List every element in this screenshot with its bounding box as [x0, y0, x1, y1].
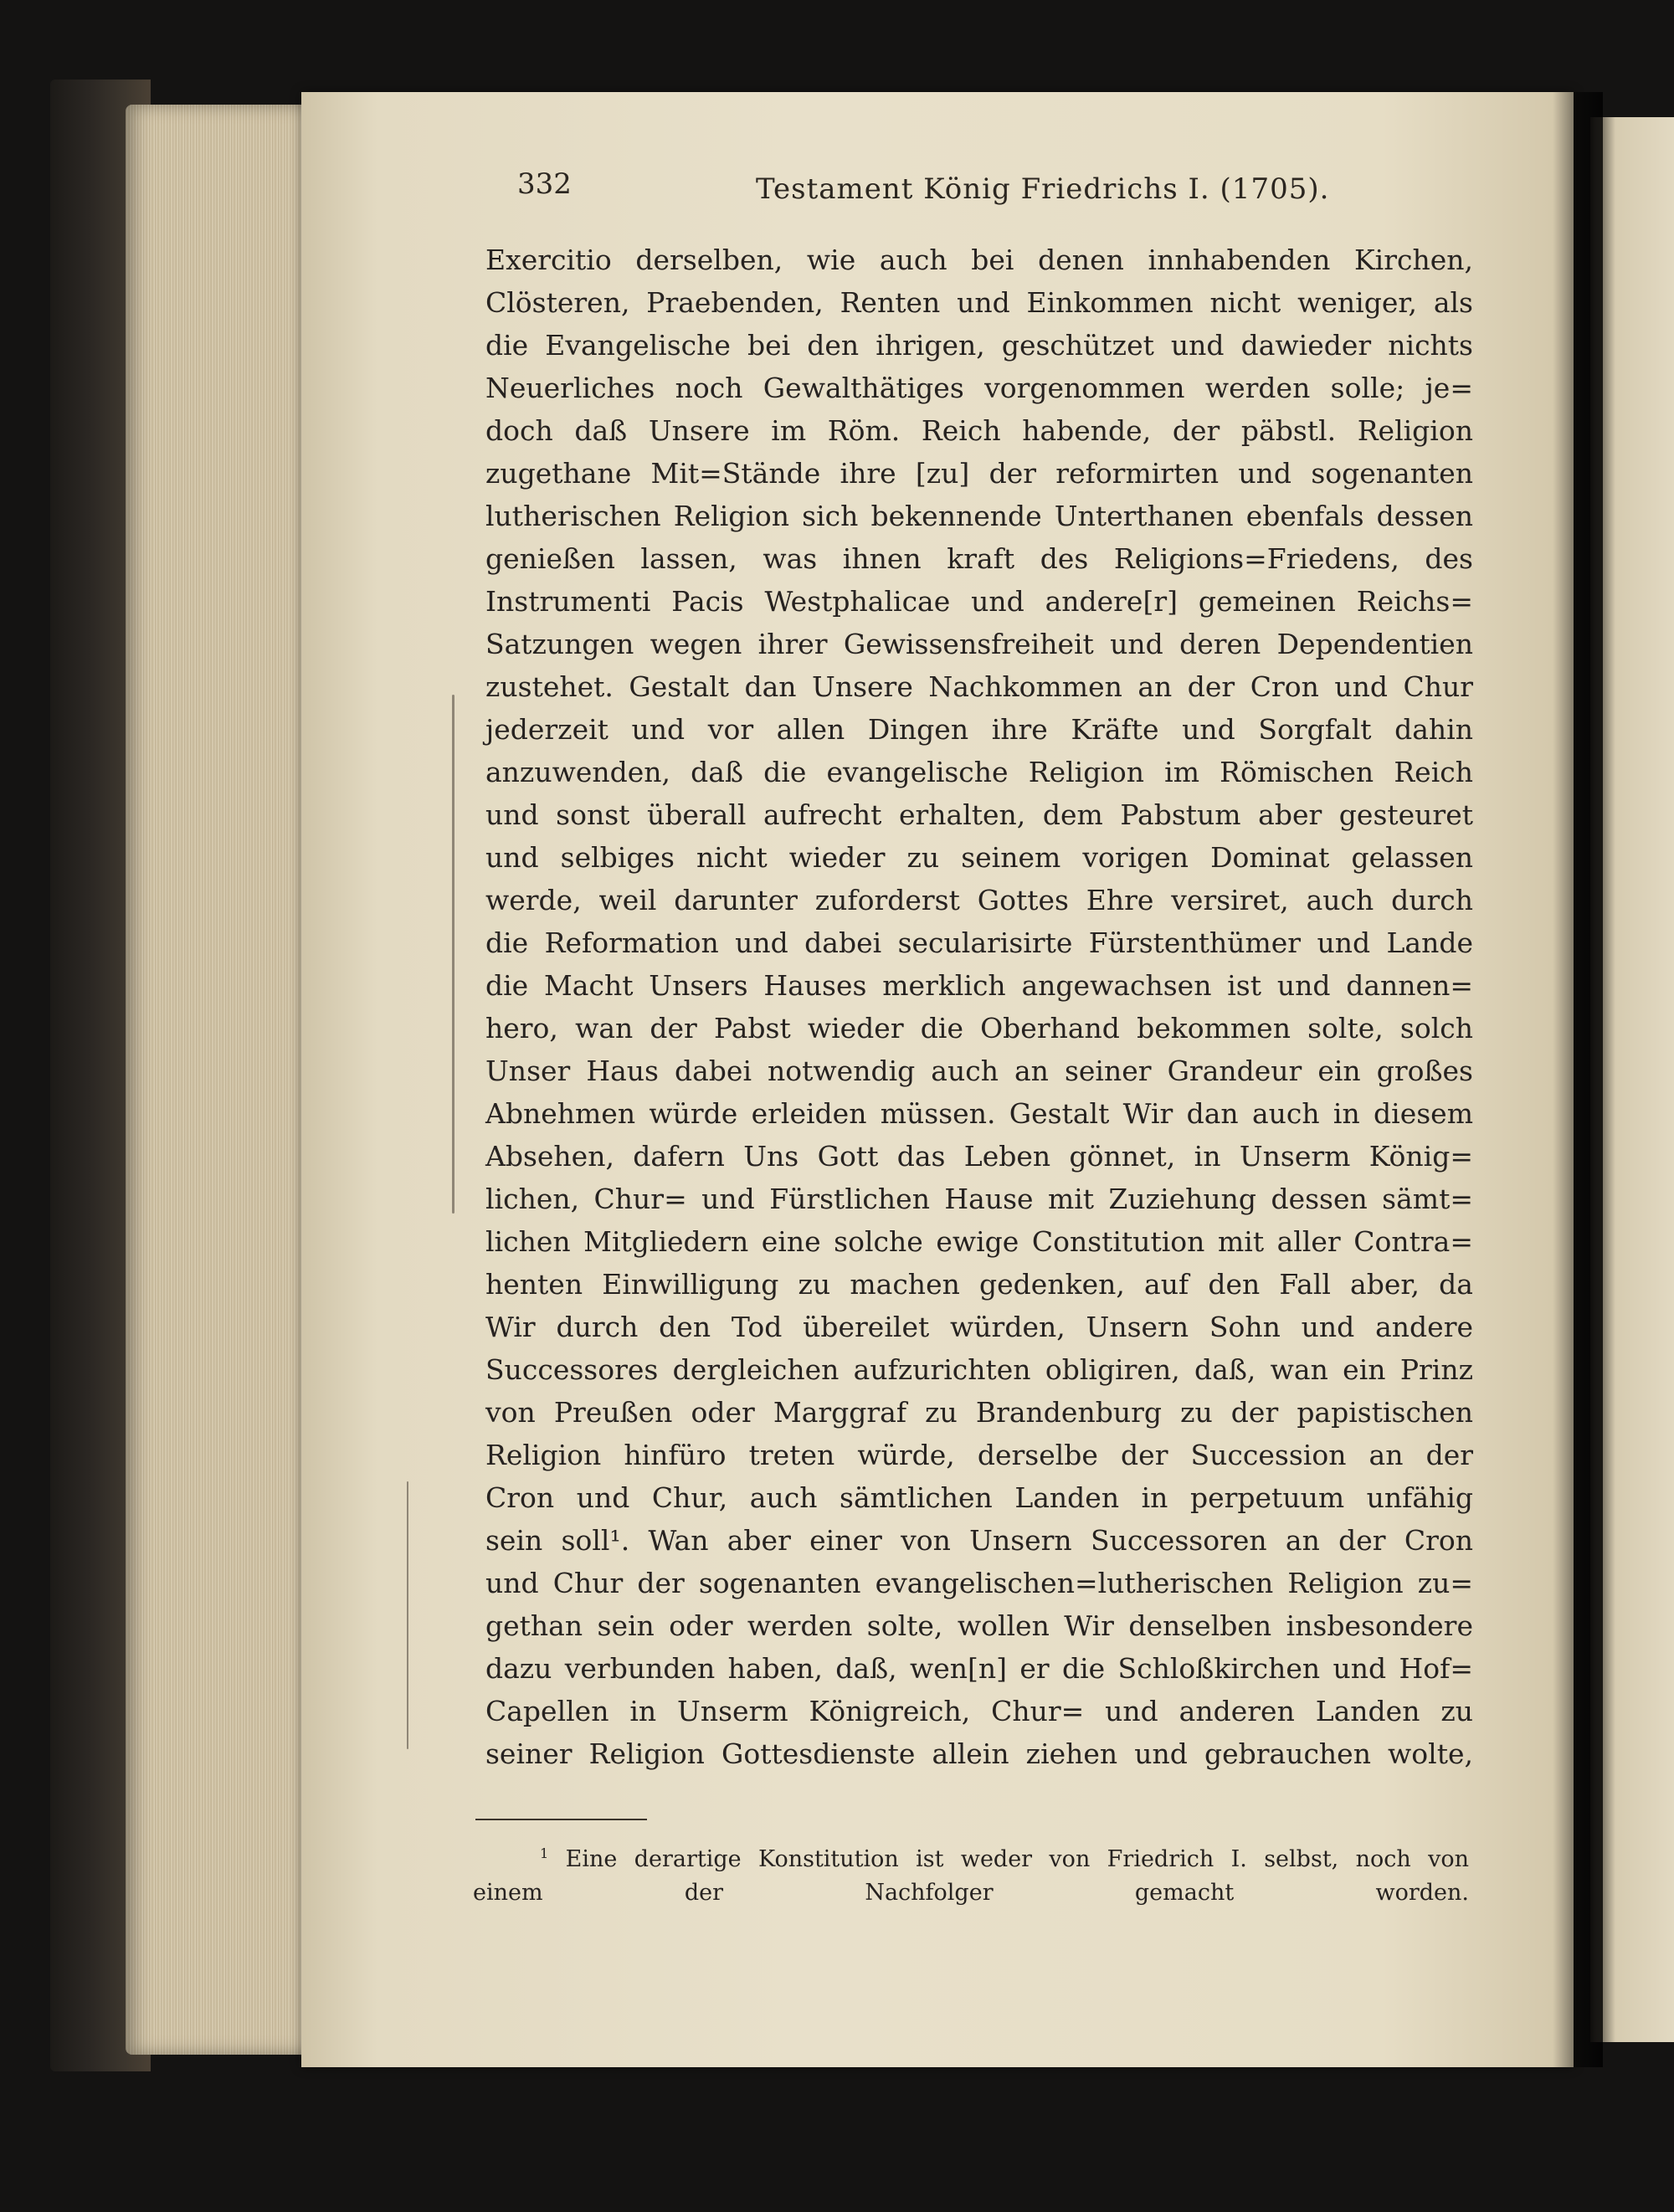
body-line: lichen Mitgliedern eine solche ewige Constitution mit aller Contra=: [485, 1225, 1473, 1258]
body-line: Satzungen wegen ihrer Gewissensfreiheit und deren Dependentien: [485, 628, 1473, 660]
body-line: Abnehmen würde erleiden müssen. Gestalt Wir dan auch in diesem: [485, 1097, 1473, 1130]
page-header: [517, 167, 1354, 218]
footnote-text-1: Eine derartige Konstitution ist weder von Friedrich I. selbst, noch von: [565, 1846, 1469, 1872]
body-line: sein soll¹. Wan aber einer von Unsern Successoren an der Cron: [485, 1524, 1473, 1557]
body-line: seiner Religion Gottesdienste allein ziehen und gebrauchen wolte,: [485, 1737, 1473, 1770]
footnote: [473, 1837, 1469, 1910]
body-line: zustehet. Gestalt dan Unsere Nachkommen an der Cron und Chur: [485, 670, 1473, 703]
gutter-shadow: [1553, 92, 1603, 2067]
body-text: [485, 239, 1473, 1775]
body-line: lutherischen Religion sich bekennende Unterthanen ebenfals dessen: [485, 500, 1473, 532]
body-line: Exercitio derselben, wie auch bei denen innhabenden Kirchen,: [485, 244, 1473, 276]
body-line: die Evangelische bei den ihrigen, geschützet und dawieder nichts: [485, 329, 1473, 362]
body-line: Cron und Chur, auch sämtlichen Landen in perpetuum unfähig: [485, 1481, 1473, 1514]
body-line: zugethane Mit=Stände ihre [zu] der reformirten und sogenanten: [485, 457, 1473, 490]
running-head: Testament König Friedrichs I. (1705).: [756, 172, 1330, 206]
margin-pencil-mark-lower: [407, 1481, 408, 1749]
page-number: 332: [517, 167, 572, 201]
footnote-marker: 1: [540, 1845, 549, 1861]
page-stack-edges: [126, 105, 318, 2055]
body-line: Instrumenti Pacis Westphalicae und andere[r] gemeinen Reichs=: [485, 585, 1473, 618]
body-line: die Reformation und dabei secularisirte Fürstenthümer und Lande: [485, 926, 1473, 959]
body-line: Unser Haus dabei notwendig auch an seiner Grandeur ein großes: [485, 1055, 1473, 1087]
facing-page-edge: [1590, 117, 1674, 2042]
body-line: hero, wan der Pabst wieder die Oberhand bekommen solte, solch: [485, 1012, 1473, 1044]
body-line: Wir durch den Tod übereilet würden, Unsern Sohn und andere: [485, 1311, 1473, 1343]
footnote-line: [473, 1837, 1469, 1876]
body-line: Capellen in Unserm Königreich, Chur= und anderen Landen zu: [485, 1695, 1473, 1727]
body-line: und selbiges nicht wieder zu seinem vorigen Dominat gelassen: [485, 841, 1473, 874]
footnote-line: einem der Nachfolger gemacht worden.: [473, 1880, 1469, 1906]
body-line: und Chur der sogenanten evangelischen=lutherischen Religion zu=: [485, 1567, 1473, 1599]
body-line: von Preußen oder Marggraf zu Brandenburg zu der papistischen: [485, 1396, 1473, 1429]
body-line: lichen, Chur= und Fürstlichen Hause mit Zuziehung dessen sämt=: [485, 1183, 1473, 1215]
body-line: Clösteren, Praebenden, Renten und Einkommen nicht weniger, als: [485, 286, 1473, 319]
body-line: Absehen, dafern Uns Gott das Leben gönnet, in Unserm König=: [485, 1140, 1473, 1173]
body-line: jederzeit und vor allen Dingen ihre Kräfte und Sorgfalt dahin: [485, 713, 1473, 746]
body-line: dazu verbunden haben, daß, wen[n] er die Schloßkirchen und Hof=: [485, 1652, 1473, 1685]
body-line: die Macht Unsers Hauses merklich angewachsen ist und dannen=: [485, 969, 1473, 1002]
body-line: gethan sein oder werden solte, wollen Wir denselben insbesondere: [485, 1609, 1473, 1642]
margin-pencil-mark: [452, 695, 454, 1214]
footnote-rule: [475, 1819, 647, 1820]
body-line: anzuwenden, daß die evangelische Religion im Römischen Reich: [485, 756, 1473, 788]
body-line: henten Einwilligung zu machen gedenken, auf den Fall aber, da: [485, 1268, 1473, 1301]
body-line: Religion hinfüro treten würde, derselbe der Succession an der: [485, 1439, 1473, 1471]
body-line: Neuerliches noch Gewalthätiges vorgenommen werden solle; je=: [485, 372, 1473, 404]
body-line: und sonst überall aufrecht erhalten, dem Pabstum aber gesteuret: [485, 798, 1473, 831]
body-line: Successores dergleichen aufzurichten obligiren, daß, wan ein Prinz: [485, 1353, 1473, 1386]
body-line: genießen lassen, was ihnen kraft des Religions=Friedens, des: [485, 542, 1473, 575]
body-line: werde, weil darunter zuforderst Gottes Ehre versiret, auch durch: [485, 884, 1473, 916]
body-line: doch daß Unsere im Röm. Reich habende, der päbstl. Religion: [485, 414, 1473, 447]
